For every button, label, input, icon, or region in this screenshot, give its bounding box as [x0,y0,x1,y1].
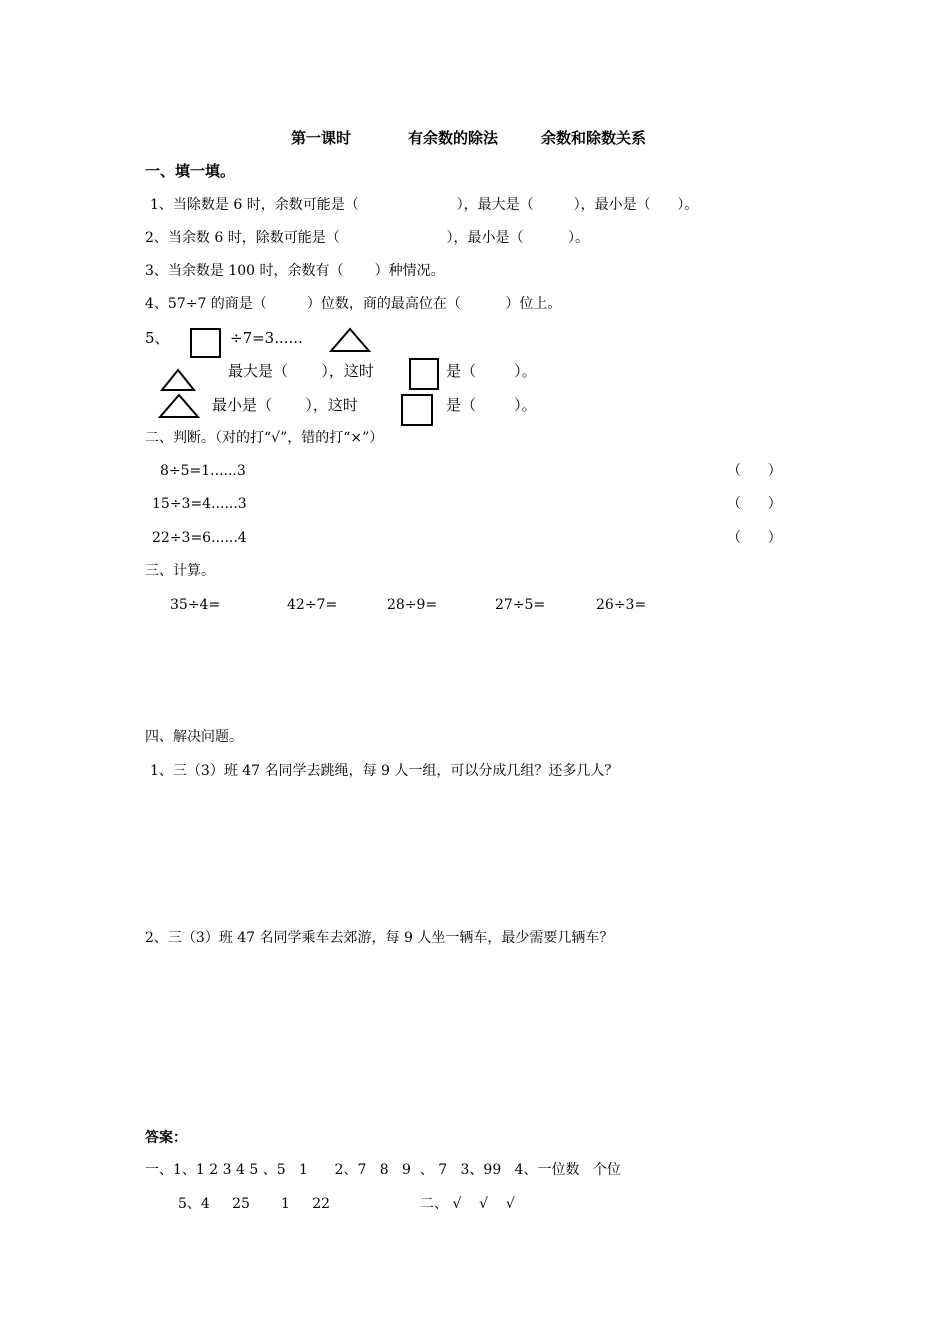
section1-q1: 1、当除数是 6 时，余数可能是（ ），最大是（ ），最小是（ ）。 [150,197,699,213]
triangle-shape-2 [160,368,196,392]
calc-item-3: 28÷9= [387,597,438,613]
square-shape-2 [409,358,439,390]
section1-q2: 2、当余数 6 时，除数可能是（ ），最小是（ ）。 [145,230,590,246]
q5-expression: ÷7=3...... [230,329,303,347]
judge-paren-3: （ ） [727,530,782,546]
judge-expr-2: 15÷3=4......3 [152,496,247,512]
judge-expr-1: 8÷5=1......3 [160,463,246,479]
answers-heading: 答案： [145,1130,187,1146]
section1-q4: 4、57÷7 的商是（ ）位数，商的最高位在（ ）位上。 [145,296,562,312]
title-part1: 第一课时 [291,129,352,147]
answers-line-1: 一、1、1 2 3 4 5 、5 1 2、7 8 9 、 7 3、99 4、一位数 个位 [145,1162,621,1178]
square-shape-1 [190,328,221,358]
square-shape-3 [401,394,433,426]
calc-item-4: 27÷5= [495,597,546,613]
problem-2: 2、三（3）班 47 名同学乘车去郊游，每 9 人坐一辆车，最少需要几辆车？ [145,930,614,946]
calc-item-2: 42÷7= [287,597,338,613]
title-part2: 有余数的除法 [408,129,499,147]
calc-item-5: 26÷3= [596,597,647,613]
section3-heading: 三、计算。 [145,563,215,579]
problem-1: 1、三（3）班 47 名同学去跳绳，每 9 人一组，可以分成几组？还多几人？ [150,763,619,779]
section4-heading: 四、解决问题。 [145,729,243,745]
triangle-shape-3 [158,393,200,419]
section2-heading: 二、判断。（对的打“√”，错的打“×”） [145,430,384,446]
section1-q3: 3、当余数是 100 时，余数有（ ）种情况。 [145,263,445,279]
answers-line-2a: 5、4 25 1 22 [178,1196,331,1212]
judge-paren-1: （ ） [727,463,782,479]
q5-max-is-text: 是（ ）。 [446,362,537,380]
triangle-shape-1 [329,327,371,353]
calc-item-1: 35÷4= [170,597,221,613]
section1-heading: 一、填一填。 [145,162,236,180]
q5-max-text: 最大是（ ），这时 [228,362,374,380]
judge-expr-3: 22÷3=6......4 [152,530,247,546]
judge-paren-2: （ ） [727,496,782,512]
q5-min-is-text: 是（ ）。 [446,396,537,414]
title-part3: 余数和除数关系 [541,129,647,147]
q5-min-text: 最小是（ ），这时 [212,396,358,414]
answers-line-2b: 二、 √ √ √ [420,1196,515,1212]
q5-number: 5、 [145,329,170,347]
